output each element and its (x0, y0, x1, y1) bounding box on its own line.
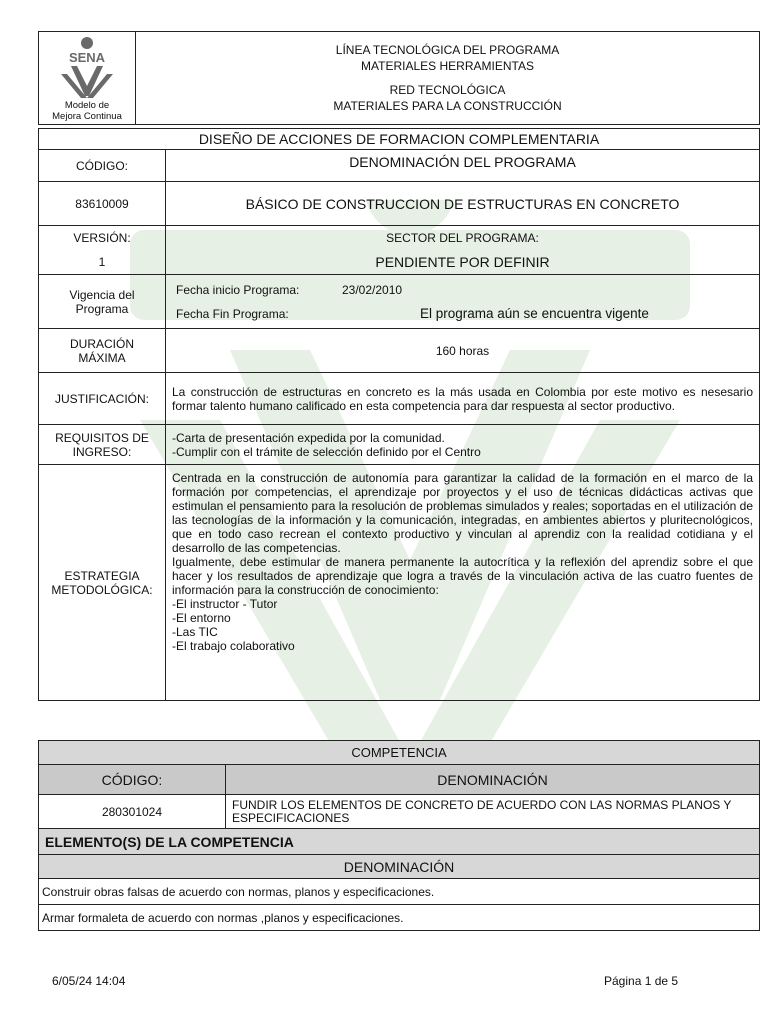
competence-title: COMPETENCIA (39, 741, 760, 765)
version-cell (39, 226, 166, 275)
vigencia-cell (166, 275, 760, 329)
competence-table (38, 740, 760, 931)
strategy-list-item: -Las TIC (172, 625, 218, 639)
program-name: BÁSICO DE CONSTRUCCION DE ESTRUCTURAS EN CONCRETO (166, 182, 760, 226)
strategy-paragraph-2: Igualmente, debe estimular de manera permanente la autocrítica y la reflexión del aprendiz sobre el que hacer y los resultados de aprendizaje que logra a través de la vinculación activa de las cuatro fuentes de información para la construcción de conocimiento: (172, 555, 753, 597)
requirements-label: REQUISITOS DE INGRESO: (39, 425, 166, 465)
code-label: CÓDIGO: (39, 150, 166, 182)
sector-label: SECTOR DEL PROGRAMA: (386, 231, 539, 245)
element-item: Construir obras falsas de acuerdo con normas, planos y especificaciones. (39, 879, 760, 905)
duration-value: 160 horas (166, 329, 760, 373)
footer-date: 6/05/24 14:04 (52, 974, 126, 988)
program-table (38, 128, 760, 701)
competence-name-label: DENOMINACIÓN (226, 765, 760, 795)
requirement-item: -Carta de presentación expedida por la comunidad. (172, 430, 445, 445)
duration-label: DURACIÓN MÁXIMA (39, 329, 166, 373)
logo-caption-2: Mejora Continua (52, 111, 122, 122)
requirements-cell (166, 425, 760, 465)
header-line-network-name: MATERIALES PARA LA CONSTRUCCIÓN (333, 99, 562, 113)
document-header (38, 31, 760, 125)
header-line-tech: LÍNEA TECNOLÓGICA DEL PROGRAMA (335, 43, 560, 57)
justification-label: JUSTIFICACIÓN: (39, 373, 166, 425)
start-date-value: 23/02/2010 (342, 282, 403, 297)
program-name-header: DENOMINACIÓN DEL PROGRAMA (166, 150, 760, 182)
elements-header: DENOMINACIÓN (39, 855, 760, 879)
elements-title: ELEMENTO(S) DE LA COMPETENCIA (39, 829, 760, 855)
competence-name: FUNDIR LOS ELEMENTOS DE CONCRETO DE ACUERDO CON LAS NORMAS PLANOS Y ESPECIFICACIONES (226, 795, 760, 829)
vigencia-label: Vigencia del Programa (39, 275, 166, 329)
element-item: Armar formaleta de acuerdo con normas ,planos y especificaciones. (39, 905, 760, 931)
start-date-label: Fecha inicio Programa: (176, 282, 300, 297)
header-lines (136, 32, 760, 125)
strategy-label: ESTRATEGIA METODOLÓGICA: (39, 465, 166, 701)
end-date-label: Fecha Fin Programa: (176, 306, 289, 321)
logo-cell (39, 32, 136, 125)
section-title: DISEÑO DE ACCIONES DE FORMACION COMPLEMENTARIA (39, 129, 760, 150)
program-code: 83610009 (39, 182, 166, 226)
logo-caption-1: Modelo de (64, 100, 110, 111)
strategy-list-item: -El trabajo colaborativo (172, 639, 295, 653)
justification-text: La construcción de estructuras en concreto es la más usada en Colombia por este motivo es nesesario formar talento humano calificado en esta competencia para dar respuesta al sector productivo. (166, 373, 760, 425)
end-date-value: El programa aún se encuentra vigente (420, 306, 649, 321)
competence-code: 280301024 (39, 795, 226, 829)
logo-brand-text: SENA (68, 50, 106, 65)
strategy-paragraph-1: Centrada en la construcción de autonomía para garantizar la calidad de la formación en el marco de la formación por competencias, el aprendizaje por proyectos y el uso de técnicas didácticas activas que estimulan el pensamiento para la resolución de problemas simulados y reales; soportadas en el utilización de las tecnologías de la información y la comunicación, integradas, en ambientes abiertos y pluritecnológicos, que en todo caso recrean el contexto productivo y vinculan al aprendiz con la realidad cotidiana y el desarrollo de las competencias. (172, 471, 753, 555)
sena-logo-icon (57, 36, 117, 98)
strategy-cell (166, 465, 760, 701)
sector-cell (166, 226, 760, 275)
strategy-list-item: -El instructor - Tutor (172, 597, 278, 611)
version-value: 1 (98, 255, 106, 269)
sector-value: PENDIENTE POR DEFINIR (375, 254, 550, 270)
requirement-item: -Cumplir con el trámite de selección definido por el Centro (172, 444, 481, 459)
competence-code-label: CÓDIGO: (39, 765, 226, 795)
strategy-list-item: -El entorno (172, 611, 231, 625)
version-label: VERSIÓN: (73, 231, 131, 245)
footer-page-number: Página 1 de 5 (604, 974, 679, 988)
header-line-materials: MATERIALES HERRAMIENTAS (361, 59, 534, 73)
header-line-network: RED TECNOLÓGICA (389, 83, 506, 97)
